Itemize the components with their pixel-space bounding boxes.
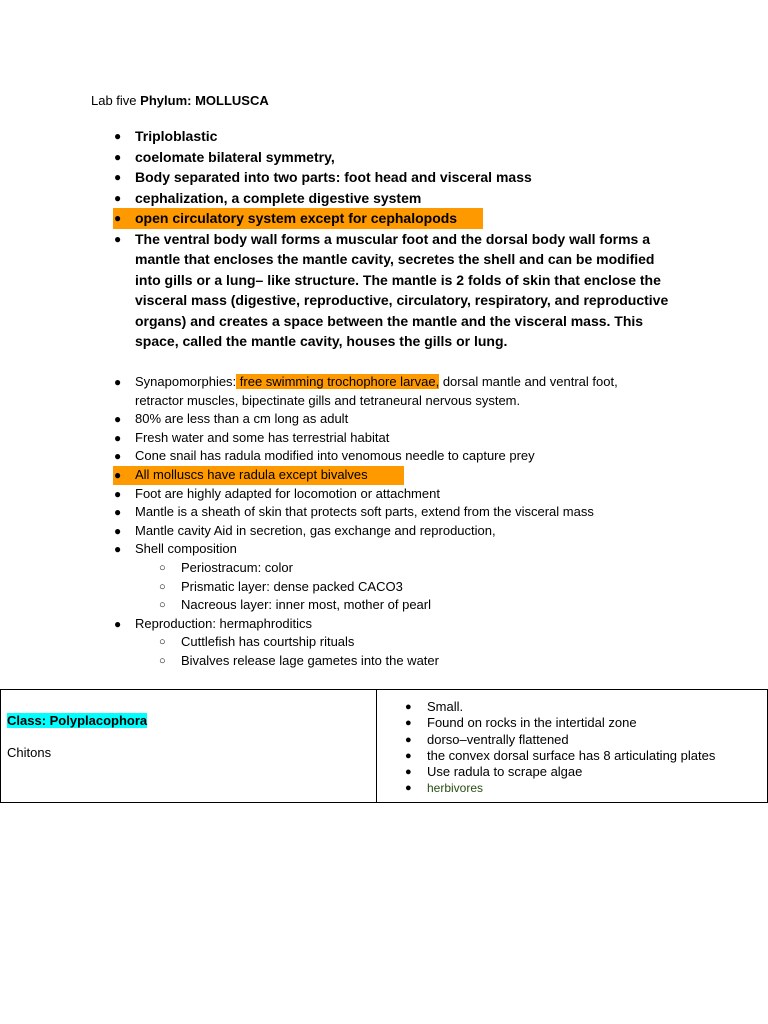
list-item-text: Found on rocks in the intertidal zone	[427, 715, 637, 731]
bullet-icon: ●	[114, 211, 122, 225]
table-row	[1, 690, 768, 803]
bullet-icon: ●	[405, 749, 412, 762]
list-item-text: the convex dorsal surface has 8 articulating plates	[427, 747, 716, 763]
class-name: Class: Polyplacophora	[7, 713, 148, 728]
list-item	[91, 188, 691, 209]
list-item-text: Bivalves release lage gametes into the water	[181, 652, 439, 668]
hollow-bullet-icon: ○	[159, 599, 166, 612]
list-item	[91, 503, 691, 522]
list-item-text: Triploblastic	[135, 128, 218, 144]
sub-list-item	[91, 578, 691, 597]
sub-list-item	[91, 652, 691, 671]
list-item-text: Cone snail has radula modified into venomous needle to capture prey	[135, 448, 535, 464]
list-item	[377, 732, 767, 748]
hollow-bullet-icon: ○	[159, 561, 166, 574]
bullet-icon: ●	[114, 375, 122, 389]
bullet-icon: ●	[114, 170, 122, 184]
list-item-text: The ventral body wall forms a muscular foot and the dorsal body wall forms a mantle that encloses the mantle cavity, secretes the shell and can be modified into gills or a lung– like structure. The mantle is 2 folds of skin that enclose the visceral mass (digestive, reproductive, circulatory, respiratory, and reproductive organs) and creates a space between the mantle and the visceral mass. This space, called the mantle cavity, houses the gills or lung.	[135, 230, 669, 349]
list-item-text: cephalization, a complete digestive system	[135, 189, 422, 206]
title-phylum: Phylum: MOLLUSCA	[140, 93, 269, 108]
list-item-text: Small.	[427, 699, 464, 714]
list-item	[91, 229, 691, 352]
bullet-icon: ●	[405, 733, 412, 746]
list-item-text: open circulatory system except for cephalopods	[135, 210, 458, 226]
bullet-icon: ●	[114, 149, 122, 164]
list-item-text: Fresh water and some has terrestrial habitat	[135, 429, 390, 445]
list-item-text: herbivores	[427, 781, 484, 796]
list-item	[377, 764, 767, 780]
bullet-icon: ●	[114, 505, 122, 520]
list-item-highlighted	[113, 208, 483, 229]
list-item-text: Mantle is a sheath of skin that protects soft parts, extend from the visceral mass	[135, 504, 594, 520]
list-item	[377, 748, 767, 764]
bullet-icon: ●	[114, 449, 122, 464]
hollow-bullet-icon: ○	[159, 636, 166, 649]
bullet-icon: ●	[114, 129, 122, 143]
hollow-bullet-icon: ○	[159, 654, 166, 667]
sub-list-item	[91, 633, 691, 652]
page-title	[91, 93, 269, 109]
list-item-text: Reproduction: hermaphroditics	[135, 615, 313, 631]
list-item-text: 80% are less than a cm long as adult	[135, 411, 349, 427]
list-item-text: Prismatic layer: dense packed CACO3	[181, 578, 403, 594]
bullet-icon: ●	[405, 717, 412, 730]
synapomorphies-highlight: free swimming trochophore larvae,	[236, 374, 440, 389]
bullet-icon: ●	[405, 766, 412, 779]
list-item	[377, 715, 767, 731]
list-item	[91, 447, 691, 466]
list-item-synapomorphies	[91, 373, 645, 410]
bullet-icon: ●	[405, 782, 412, 795]
list-item	[377, 780, 767, 796]
bullet-icon: ●	[114, 467, 122, 482]
hollow-bullet-icon: ○	[159, 580, 166, 593]
list-item-text: Mantle cavity Aid in secretion, gas exchange and reproduction,	[135, 522, 496, 538]
list-item	[91, 540, 691, 559]
details-list	[91, 373, 691, 671]
class-table	[0, 689, 768, 803]
list-item	[91, 485, 691, 504]
class-common-name: Chitons	[7, 745, 52, 760]
bullet-icon: ●	[114, 523, 122, 538]
synapomorphies-label: Synapomorphies:	[135, 374, 237, 389]
list-item	[91, 522, 691, 541]
list-item-text: Body separated into two parts: foot head and visceral mass	[135, 169, 532, 185]
list-item	[377, 699, 767, 715]
key-characteristics-list	[91, 126, 691, 352]
list-item-text: Periostracum: color	[181, 559, 293, 575]
list-item-text: Foot are highly adapted for locomotion or attachment	[135, 485, 440, 501]
traits-list	[377, 699, 767, 797]
list-item-highlighted	[113, 466, 404, 485]
list-item-text: All molluscs have radula except bivalves	[135, 466, 368, 482]
list-item	[91, 126, 691, 147]
synapomorphies-rest: dorsal mantle and ventral foot, retractor muscles, bipectinate gills and tetraneural nervous system.	[135, 374, 618, 408]
bullet-icon: ●	[114, 231, 122, 246]
list-item-text: Shell composition	[135, 541, 237, 557]
list-item-text: dorso–ventrally flattened	[427, 731, 569, 747]
bullet-icon: ●	[405, 701, 412, 713]
list-item-text: Nacreous layer: inner most, mother of pearl	[181, 597, 431, 613]
list-item	[91, 429, 691, 448]
list-item	[91, 147, 691, 168]
bullet-icon: ●	[114, 542, 122, 557]
bullet-icon: ●	[114, 486, 122, 501]
list-item-text: Cuttlefish has courtship rituals	[181, 634, 355, 650]
bullet-icon: ●	[114, 190, 122, 205]
list-item	[91, 167, 691, 188]
class-cell	[1, 690, 377, 803]
bullet-icon: ●	[114, 430, 122, 445]
list-item-text: coelomate bilateral symmetry,	[135, 148, 335, 165]
list-item	[91, 410, 691, 429]
bullet-icon: ●	[114, 412, 122, 427]
sub-list-item	[91, 559, 691, 578]
traits-cell	[377, 690, 768, 803]
sub-list-item	[91, 596, 691, 615]
bullet-icon: ●	[114, 616, 122, 631]
list-item	[91, 615, 691, 634]
title-prefix: Lab five	[91, 93, 137, 108]
list-item-text: Use radula to scrape algae	[427, 764, 583, 780]
